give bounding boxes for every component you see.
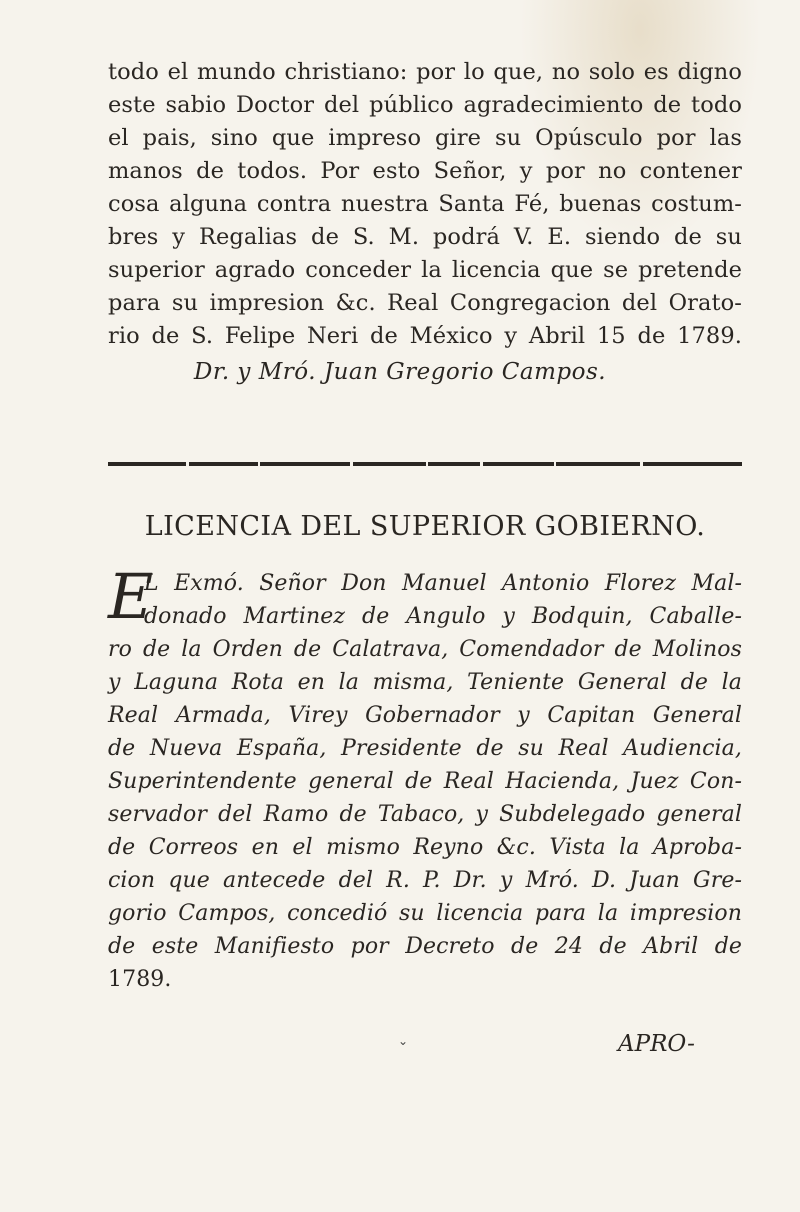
text-line: Superintendente general de Real Hacienda, Juez Con- [108, 769, 742, 794]
text-line: de este Manifiesto por Decreto de 24 de Abril de [108, 934, 742, 959]
text-line: todo el mundo christiano: por lo que, no solo es digno [108, 59, 742, 85]
text-line: cosa alguna contra nuestra Santa Fé, buenas costum- [108, 191, 742, 217]
text-line: para su impresion &c. Real Congregacion del Orato- [108, 290, 742, 316]
text-line: servador del Ramo de Tabaco, y Subdelegado general [108, 802, 742, 827]
signature-mark: ⌄ [398, 1034, 409, 1048]
text-line: rio de S. Felipe Neri de México y Abril 15 de 1789. [108, 323, 742, 349]
text-line: manos de todos. Por esto Señor, y por no contener [108, 158, 742, 184]
text-line: bres y Regalias de S. M. podrá V. E. siendo de su [108, 224, 742, 250]
catchword: APRO- [618, 1031, 695, 1057]
text-line: de Nueva España, Presidente de su Real Audiencia, [108, 736, 742, 761]
text-line: L Exmó. Señor Don Manuel Antonio Florez Mal- [144, 571, 742, 596]
text-line: donado Martinez de Angulo y Bodquin, Caballe- [144, 604, 742, 629]
drop-cap: E [108, 560, 154, 633]
text-line: 1789. [108, 967, 172, 992]
text-line: gorio Campos, concedió su licencia para la impresion [108, 901, 742, 926]
text-line: el pais, sino que impreso gire su Opúsculo por las [108, 125, 742, 151]
text-line: este sabio Doctor del público agradecimiento de todo [108, 92, 742, 118]
text-line: superior agrado conceder la licencia que se pretende [108, 257, 742, 283]
approval-signature: Dr. y Mró. Juan Gregorio Campos. [193, 359, 607, 385]
text-line: Real Armada, Virey Gobernador y Capitan General [108, 703, 742, 728]
text-line: cion que antecede del R. P. Dr. y Mró. D. Juan Gre- [108, 868, 742, 893]
text-line: y Laguna Rota en la misma, Teniente General de la [108, 670, 742, 695]
text-line: de Correos en el mismo Reyno &c. Vista la Aproba- [108, 835, 742, 860]
text-line: ro de la Orden de Calatrava, Comendador de Molinos [108, 637, 742, 662]
section-divider-rule [108, 462, 742, 466]
section-heading: LICENCIA DEL SUPERIOR GOBIERNO. [144, 511, 706, 542]
